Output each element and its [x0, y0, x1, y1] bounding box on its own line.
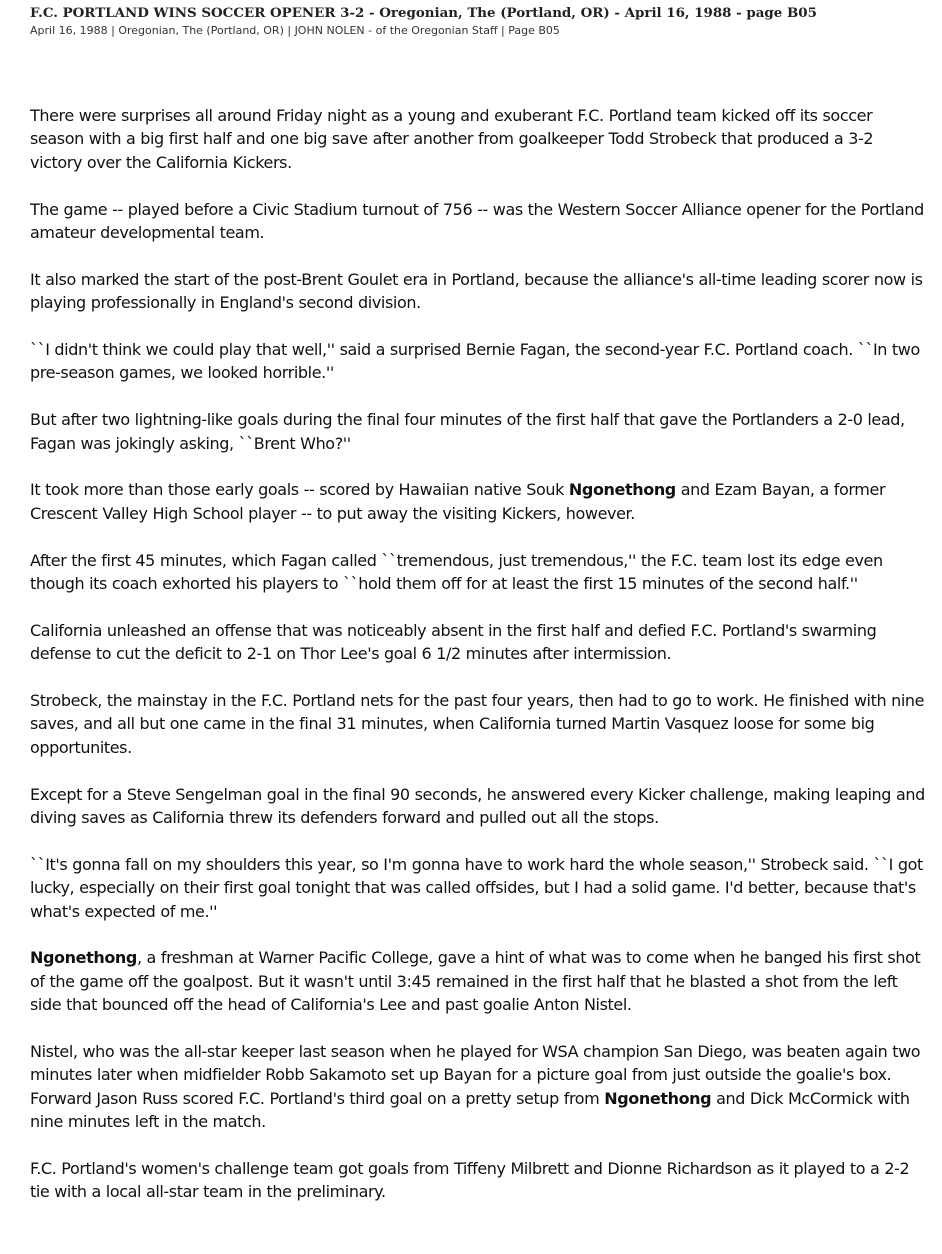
- highlighted-term: Ngonethong: [568, 480, 676, 500]
- paragraph-text: After the first 45 minutes, which Fagan called ``tremendous, just tremendous,'' the F.C. team lost its edge even though its coach exhorted his players to ``hold them off for at least the first 15 minutes of the second half.'': [30, 550, 883, 594]
- article-paragraph: [30, 338, 925, 385]
- article-paragraph: [30, 619, 925, 666]
- paragraph-text: and Ezam Bayan, a former Crescent Valley High School player -- to put away the visiting Kickers, however.: [30, 480, 886, 523]
- article-paragraph: [30, 1040, 925, 1134]
- article-paragraph: [30, 946, 925, 1016]
- paragraph-text: California unleashed an offense that was noticeably absent in the first half and defied F.C. Portland's swarming defense to cut the deficit to 2-1 on Thor Lee's goal 6 1/2 minutes after intermission.: [30, 620, 877, 664]
- paragraph-text: It also marked the start of the post-Brent Goulet era in Portland, because the alliance's all-time leading scorer now is playing professionally in England's second division.: [30, 269, 923, 313]
- paragraph-text: There were surprises all around Friday night as a young and exuberant F.C. Portland team kicked off its soccer season with a big first half and one big save after another from goalkeeper Todd Strobeck that produced a 3-2 victory over the California Kickers.: [30, 106, 874, 172]
- paragraph-text: ``It's gonna fall on my shoulders this year, so I'm gonna have to work hard the whole season,'' Strobeck said. ``I got lucky, especially on their first goal tonight that was called offsides, but I had a solid game. I'd better, because that's what's expected of me.'': [30, 854, 923, 921]
- article-paragraph: [30, 853, 925, 923]
- paragraph-text: F.C. Portland's women's challenge team got goals from Tiffeny Milbrett and Dionne Richardson as it played to a 2-2 tie with a local all-star team in the preliminary.: [30, 1159, 910, 1202]
- article-paragraph: [30, 689, 925, 759]
- byline-meta: April 16, 1988 | Oregonian, The (Portland, OR) | JOHN NOLEN - of the Oregonian Staff | Page B05: [30, 24, 560, 37]
- paragraph-text: , a freshman at Warner Pacific College, gave a hint of what was to come when he banged his first shot of the game off the goalpost. But it wasn't until 3:45 remained in the first half that he blasted a shot from the left side that bounced off the head of California's Lee and past goalie Anton Nistel.: [30, 948, 921, 1015]
- paragraph-text: ``I didn't think we could play that well,'' said a surprised Bernie Fagan, the second-year F.C. Portland coach. ``In two pre-season games, we looked horrible.'': [30, 340, 920, 383]
- paragraph-text: It took more than those early goals -- scored by Hawaiian native Souk: [30, 480, 569, 500]
- paragraph-text: But after two lightning-like goals during the final four minutes of the first half that gave the Portlanders a 2-0 lead, Fagan was jokingly asking, ``Brent Who?'': [30, 410, 905, 453]
- highlighted-term: Ngonethong: [30, 948, 137, 968]
- article-paragraph: [30, 783, 925, 830]
- highlighted-term: Ngonethong: [604, 1088, 712, 1108]
- paragraph-text: and Dick McCormick with nine minutes left in the match.: [30, 1088, 910, 1132]
- article-paragraph: [30, 478, 925, 525]
- article-paragraph: [30, 549, 925, 596]
- article-paragraph: [30, 268, 925, 315]
- paragraph-text: Except for a Steve Sengelman goal in the final 90 seconds, he answered every Kicker challenge, making leaping and diving saves as California threw its defenders forward and pulled out all the stops.: [30, 784, 925, 828]
- article-paragraph: [30, 104, 925, 174]
- headline: F.C. PORTLAND WINS SOCCER OPENER 3-2 - Oregonian, The (Portland, OR) - April 16, 1988 - page B05: [30, 5, 817, 21]
- article-paragraph: [30, 198, 925, 245]
- paragraph-text: The game -- played before a Civic Stadium turnout of 756 -- was the Western Soccer Alliance opener for the Portland amateur developmental team.: [30, 199, 924, 243]
- paragraph-text: Strobeck, the mainstay in the F.C. Portland nets for the past four years, then had to go to work. He finished with nine saves, and all but one came in the final 31 minutes, when California turned Martin Vasquez loose for some big opportunites.: [30, 691, 925, 757]
- article-header: [30, 4, 930, 38]
- article-paragraph: [30, 408, 925, 455]
- paragraph-text: Nistel, who was the all-star keeper last season when he played for WSA champion San Diego, was beaten again two minutes later when midfielder Robb Sakamoto set up Bayan for a picture goal from just outside the goalie's box. Forward Jason Russ scored F.C. Portland's third goal on a pretty setup from: [30, 1042, 921, 1108]
- article-body: [30, 104, 925, 1227]
- article-paragraph: [30, 1157, 925, 1204]
